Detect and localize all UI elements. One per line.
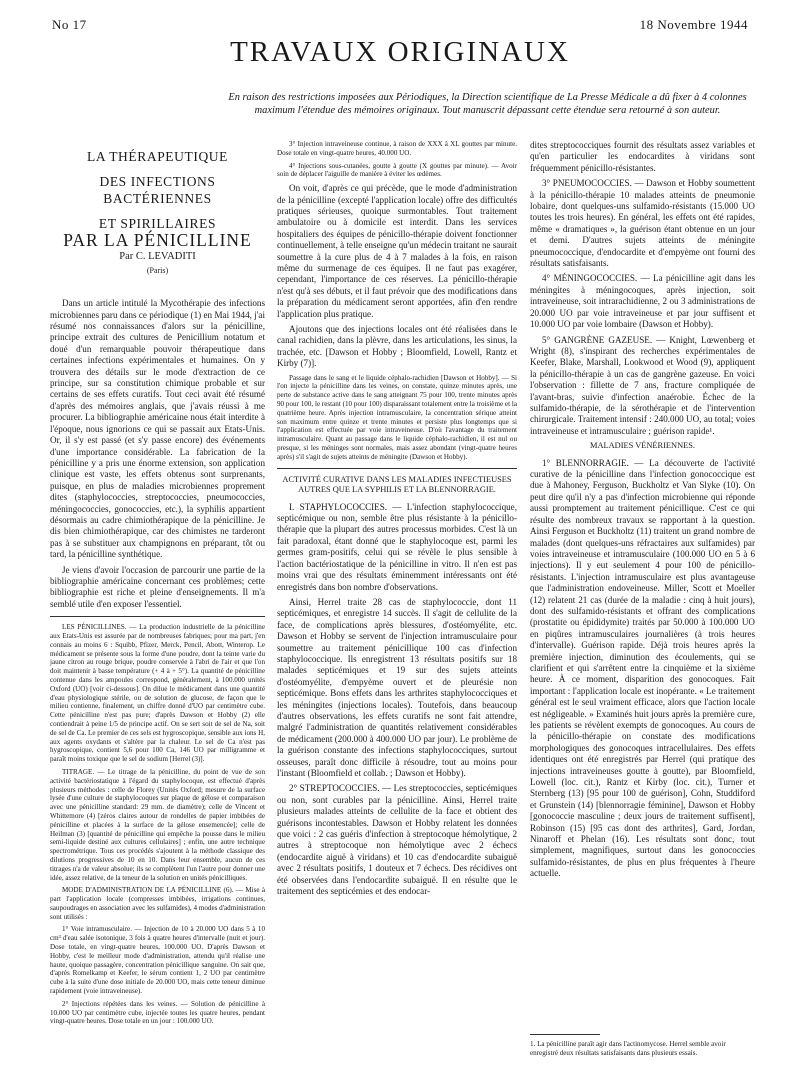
paragraph: 2° STREPTOCOCCIES. — Les streptococcies, septicémiques ou non, sont curables par la pénicilline. Ainsi, Herrel traite plusieurs malades atteints de cellulite de la face et obtient des guérisons incontestables. Dawson et Hobby relatent les données que voici : 2 cas guéris d'infection à streptocoque hémolytique, 2 autres à streptocoque non hémolytique avec 2 échecs (endocardite aiguë à viridans) et 10 cas d'endocardite subaiguë avec 2 résultats positifs, 1 douteux et 7 échecs. Des récidives ont été observées dans l'endocardite subaiguë. Il en résulte que le traitement des septicémies et des endocar- (277, 783, 517, 897)
paragraph: 1° BLENNORRAGIE. — La découverte de l'activité curative de la pénicilline dans l'infection gonococcique est due à Mahoney, Ferguson, Buckholtz et Van Slyke (10). On peut dire qu'il n'y a pas d'infection microbienne qui réponde aussi promptement au traitement pénicillique. C'est ce qui résulte des nombreux travaux se rapportant à la question. Ainsi Ferguson et Buckholtz (11) traitent un grand nombre de malades (dont quelques-uns réfractaires aux sulfamides) par voies intraveineuse et intramusculaire (100.000 UO en 5 à 6 injections). Il y eut seulement 4 pour 100 de pénicillo-résistants. L'injection intramusculaire est plus avantageuse que l'administration endoveineuse. Miller, Scott et Moeller (12) relatent 21 cas (durée de la maladie : cinq à huit jours), dont des sulfamido-résistants et offrant des complications (prostatite ou épididymite) traités par 50.000 à 100.000 UO en piqûres intramusculaires journalières (à trois heures d'intervalle). Guérison rapide. Déjà trois heures après la première injection, diminution des écoulements, qui se clarifient et qui s'arrêtent entre la cinquième et la sixième heure. À ce moment, disparition des gonocoques. Fait important : l'application locale est inopérante. « Le traitement général est le seul vraiment efficace, alors que l'action locale est négligeable. » Examinés huit jours après la première cure, les patients se révèlent exempts de gonocoques. Au cours de la pénicillo-thérapie on constate des modifications morphologiques des gonocoques intracellulaires. Des effets identiques ont été enregistrés par Herrel (qui pratique des injections intraveineuses goutte à goutte), par Bloomfield, Lowell (loc. cit.), Rantz et Kirby (loc. cit.), Turner et Sternberg (13) [95 pour 100 de guérison], Cohn, Studdiford et Grunstein (14) [blennorragie féminine], Dawson et Hobby [gonococcie masculine ; deux jours de traitement suffisent], Robinson (15) [95 cas dont des arthrites], Gard, Jordan, Ninaroff et Phelan (16). Les résultats sont donc, tout simplement, magnifiques, surtout dans les gonococcies sulfamido-résistantes, de plus en plus fréquentes à l'heure actuelle. (530, 457, 755, 879)
section-title: TRAVAUX ORIGINAUX (230, 36, 570, 68)
section-heading: ACTIVITÉ CURATIVE DANS LES MALADIES INFECTIEUSES AUTRES QUE LA SYPHILIS ET LA BLENNORRAGIE. (282, 474, 512, 495)
column-3 (530, 140, 755, 884)
paragraph: I. STAPHYLOCOCCIES. — L'infection staphylococcique, septicémique ou non, semble être plus résistante à la pénicillo-thérapie que la plupart des autres processus morbides. C'est là un fait paradoxal, étant donné que le staphylocoque est, parmi les germes gram-positifs, celui qui se révèle le plus sensible à l'action bactériostatique de la pénicilline in vitro. Il n'en est pas moins vrai que des résultats éminemment intéressants ont été enregistrés dans bon nombre d'observations. (277, 501, 517, 592)
paragraph: 1° Voie intramusculaire. — Injection de 10 à 20.000 UO dans 5 à 10 cm³ d'eau salée isotonique, 3 fois à quatre heures d'intervalle (nuit et jour). Dose totale, en vingt-quatre heures, 100.000 UO. D'après Dawson et Hobby, c'est le meilleur mode d'administration, attendu qu'il réalise une haute, quoique passagère, concentration pénicillique sanguine. On sait que, d'après Romelkamp et Keefer, le sérum contient 1, 2 UO par centimètre cube à la suite d'une dose initiale de 20.000 UO, mais cette teneur diminue rapidement (voie intraveineuse). (50, 925, 265, 996)
paragraph: 3° PNEUMOCOCCIES. — Dawson et Hobby soumettent à la pénicillo-thérapie 10 malades atteints de pneumonie lobaire, dont quelques-uns sulfamido-résistants (15.000 UO toutes les trois heures). En général, les effets ont été rapides, même « dramatiques », la guérison étant obtenue en un jour et demi. D'autres sujets atteints de méningite pneumococcique, d'endocardite et d'empyème ont fourni des résultats satisfaisants. (530, 178, 755, 269)
issue-date: 18 Novembre 1944 (639, 17, 748, 32)
footnote-divider (530, 1034, 600, 1035)
paragraph: 3° Injection intraveineuse continue, à raison de XXX à XL gouttes par minute. Dose totale en vingt-quatre heures, 40.000 UO. (277, 140, 517, 157)
column-1 (50, 140, 265, 1030)
footnote: 1. La pénicilline paraît agir dans l'actinomycose. Herrel semble avoir enregistré deux résultats satisfaisants dans plusieurs essais. (530, 1040, 726, 1057)
section-heading: MALADIES VÉNÉRIENNES. (590, 441, 695, 451)
paragraph: 4° Injections sous-cutanées, goutte à goutte (X gouttes par minute). — Avoir soin de déplacer l'aiguille de manière à éviter les œdèmes. (277, 161, 517, 179)
paragraph: Je viens d'avoir l'occasion de parcourir une partie de la bibliographie américaine concernant ces problèmes; cette bibliographie est riche et pleine d'enseignements. Il m'a semblé utile d'en exposer l'essentiel. (50, 564, 265, 609)
article-author: Par C. LEVADITI (119, 251, 196, 263)
paragraph: Ajoutons que des injections locales ont été réalisées dans le canal rachidien, dans la plèvre, dans les articulations, les sinus, la trachée, etc. [Dawson et Hobby ; Bloomfield, Lowell, Rantz et Kirby (7)]. (277, 324, 517, 369)
divider (50, 616, 265, 617)
paragraph: Passage dans le sang et le liquide céphalo-rachidien [Dawson et Hobby]. — Si l'on injecte la pénicilline dans les veines, on constate, quinze minutes après, une perte de substance active dans le sang atteignant 75 pour 100, trente minutes après 90 pour 100, le restant (10 pour 100) disparaissant totalement entre la troisième et la quatrième heure. Après injection intramusculaire, la concentration sérique atteint son maximum entre quinze et trente minutes et persiste plus longtemps que si l'application est effectuée par voie intraveineuse. D'où l'avantage du traitement intramusculaire. Quant au passage dans le liquide céphalo-rachidien, il est nul ou presque, si les méninges sont normales, mais assez abondant (vingt-quatre heures après) s'il s'agit de sujets atteints de méningite (Dawson et Hobby). (277, 373, 517, 461)
paragraph: 5° GANGRÈNE GAZEUSE. — Knight, Lœwenberg et Wright (8), s'inspirant des recherches expérimentales de Keefer, Blake, Marshall, Lookwood et Wood (9), appliquent la pénicillo-thérapie à un cas de gangrène gazeuse. En voici l'observation : fillette de 7 ans, fracture compliquée de l'avant-bras, suivie d'infection anaérobie. Échec de la sulfamido-thérapie, de la sérothérapie et de l'intervention chirurgicale. Traitement intensif : 240.000 UO, au total; voies intraveineuse et intramusculaire ; guérison rapide¹. (530, 334, 755, 436)
paragraph: MODE D'ADMINISTRATION DE LA PÉNICILLINE (6). — Mise à part l'application locale (compresses imbibées, irrigations continues, saupoudrages en association avec les sulfamides), 4 modes d'administration sont utilisés : (50, 886, 265, 921)
issue-number: No 17 (52, 17, 87, 32)
paragraph: TITRAGE. — Le titrage de la pénicilline, du point de vue de son activité bactériostatique à l'égard du staphylocoque, est effectué d'après plusieurs méthodes : celle de Florey (Unités Oxford; mesure de la surface lysée d'une culture de staphylocoques sur plaque de gélose et comparaison avec une pénicilline standard: 29 mm. de diamètre); celle de Vincent et Whittemore (4) [zéros claires autour de rondelles de papier imbibées de pénicilline et placées à la surface de la gélose ensemencée]; celle de Heilman (3) [quantité de pénicilline qui empêche la pousse dans le milieu semi-liquide destiné aux cultures cellulaires] ; enfin, une autre technique spectrométrique. Tous ces procédés s'ajoutent à la méthode classique des dilutions progressives de 10 en 10. Dans leur ensemble, aucun de ces titrages n'a de valeur absolue; ils se complètent l'un l'autre pour donner une idée, assez relative, de la teneur de la solution en unités pénicilliques. (50, 767, 265, 882)
article-title-line: DES INFECTIONS BACTÉRIENNES (99, 174, 216, 206)
paragraph: Dans un article intitulé la Mycothérapie des infections microbiennes paru dans ce périodique (1) en Mai 1944, j'ai résumé nos connaissances d'alors sur la pénicilline, principe extrait des cultures de Penicillium notatum et doué d'un remarquable pouvoir thérapeutique dans certaines infections expérimentales et humaines. On y trouvera des détails sur le mode d'extraction de ce principe, sur sa constitution chimique probable et sur certains de ses effets curatifs. Tout ceci avait été résumé d'après des mémoires anglais, que j'avais réussi à me procurer. La bibliographie américaine nous était interdite à l'époque, nous ignorions ce qui se passait aux Etats-Unis. Or, il s'y est passé (et s'y passe encore) des événements d'une importance considérable. La fabrication de la pénicilline y a pris une énorme extension, son application clinique est vaste, les effets obtenus sont surprenants, puisque, en plus de maladies microbiennes proprement dites (staphylococcies, streptococcies, pneumococcies, méningococcies, gonococcies, etc.), la syphilis appartient désormais au cadre chimiothérapique de la pénicilline. Je dis bien chimiothérapique, car des chimistes ne tarderont pas à se substituer aux champignons en préparant, tôt ou tard, la pénicilline synthétique. (50, 298, 265, 560)
editorial-note: En raison des restrictions imposées aux Périodiques, la Direction scientifique de La Presse Médicale a dû fixer à 4 colonnes maximum l'étendue des mémoires originaux. Tout manuscrit dépassant cette étendue sera retourné à son auteur. (228, 92, 747, 116)
article-title-line: LA THÉRAPEUTIQUE (87, 149, 228, 164)
article-title-main: PAR LA PÉNICILLINE (63, 230, 252, 250)
paragraph: On voit, d'après ce qui précède, que le mode d'administration de la pénicilline (excepté l'application locale) offre des difficultés pratiques sérieuses, quoique surmontables. Tout traitement ambulatoire ou à domicile est interdit. Dans les services hospitaliers des équipes de pénicillo-thérapie doivent fonctionner continuellement, à telle enseigne qu'un médecin traitant ne saurait soumettre à la cure plus de 4 à 7 malades à la fois, en raison même du surmenage de ces équipes. Il ne faut pas exagérer, cependant, l'importance de ces réserves. La pénicillo-thérapie n'est qu'à ses débuts, et il faut prévoir que des modifications dans la préparation du médicament seront apportées, afin d'en rendre l'application plus pratique. (277, 183, 517, 319)
article-title-line: ET SPIRILLAIRES (98, 216, 217, 231)
paragraph: 2° Injections répétées dans les veines. — Solution de pénicilline à 10.000 UO par centimètre cube, injectée toutes les quatre heures, pendant vingt-quatre heures. Dose totale en un jour : 100.000 UO. (50, 999, 265, 1026)
author-city: (Paris) (146, 265, 169, 275)
column-2 (277, 140, 517, 901)
paragraph: dites streptococciques fournit des résultats assez variables et qu'en particulier les endocardites à viridans sont fréquemment pénicillo-résistantes. (530, 140, 755, 173)
divider (277, 468, 517, 469)
paragraph: LES PÉNICILLINES. — La production industrielle de la pénicilline aux Etats-Unis est assurée par de nombreuses fabriques; pour ma part, j'en connais au moins 6 : Squibb, Pfizer, Merck, Pencil, Abott, Winterop. Le médicament se présente sous la forme d'une poudre, dont la teinte varie du jaune citron au rouge brique, poudre conservée à l'abri de l'air et que l'on doit maintenir à basse température (+ 4 à + 5°). La quantité de pénicilline contenue dans les ampoules correspond, généralement, à 100.000 unités Oxford (UO) [voir ci-dessous]. On dilue le médicament dans une quantité d'eau physiologique stérile, ou de solution de glucose, de façon que le milieu contienne, finalement, un chiffre donné d'UO par centimètre cube. Cette pénicilline n'est pas pure; d'après Dawson et Hobby (2) elle contiendrait à peine 1/5 de principe actif. On se sert soit de sel de Na, soit de sel de Ca. Le premier de ces sels est hygroscopique, sensible aux ions H, aux agents oxydants et s'altère par la chaleur. Le sel de Ca n'est pas hygroscopique, contient 5,6 pour 100 Ca, 146 UO par milligramme et paraît moins toxique que le sel de sodium [Herrel (3)]. (50, 623, 265, 764)
paragraph: Ainsi, Herrel traite 28 cas de staphylococcie, dont 11 septicémiques, et enregistre 14 succès. Il s'agit de cellulite de la face, de complications après blessures, d'ostéomyélite, etc. Dawson et Hobby se servent de l'injection intramusculaire pour soumettre au traitement pénicillique 100 cas d'infection staphylococcique. Ils enregistrent 13 résultats positifs sur 18 malades septicémiques et 19 sur des sujets atteints d'ostéomyélite, d'empyème ouvert et de pleurésie non septicémique. Bons effets dans les arthrites staphylococciques et les méningites (injections locales). Toutefois, dans beaucoup d'autres observations, les effets curatifs ne sont fait attendre, malgré l'administration de quantités relativement considérables de médicament (200.000 à 400.000 UO par jour). Le problème de la guérison constante des infections staphylococciques, surtout osseuses, paraît donc difficile à résoudre, tout au moins pour l'instant (Bloomfield et collab. ; Dawson et Hobby). (277, 596, 517, 778)
paragraph: 4° MÉNINGOCOCCIES. — La pénicilline agit dans les méningites à méningocoques, après injection, soit intraveineuse, soit intrarachidienne, 2 ou 3 administrations de 20.000 UO par voie intraveineuse et par jour suffisent et 10.000 UO par voie lombaire (Dawson et Hobby). (530, 273, 755, 330)
